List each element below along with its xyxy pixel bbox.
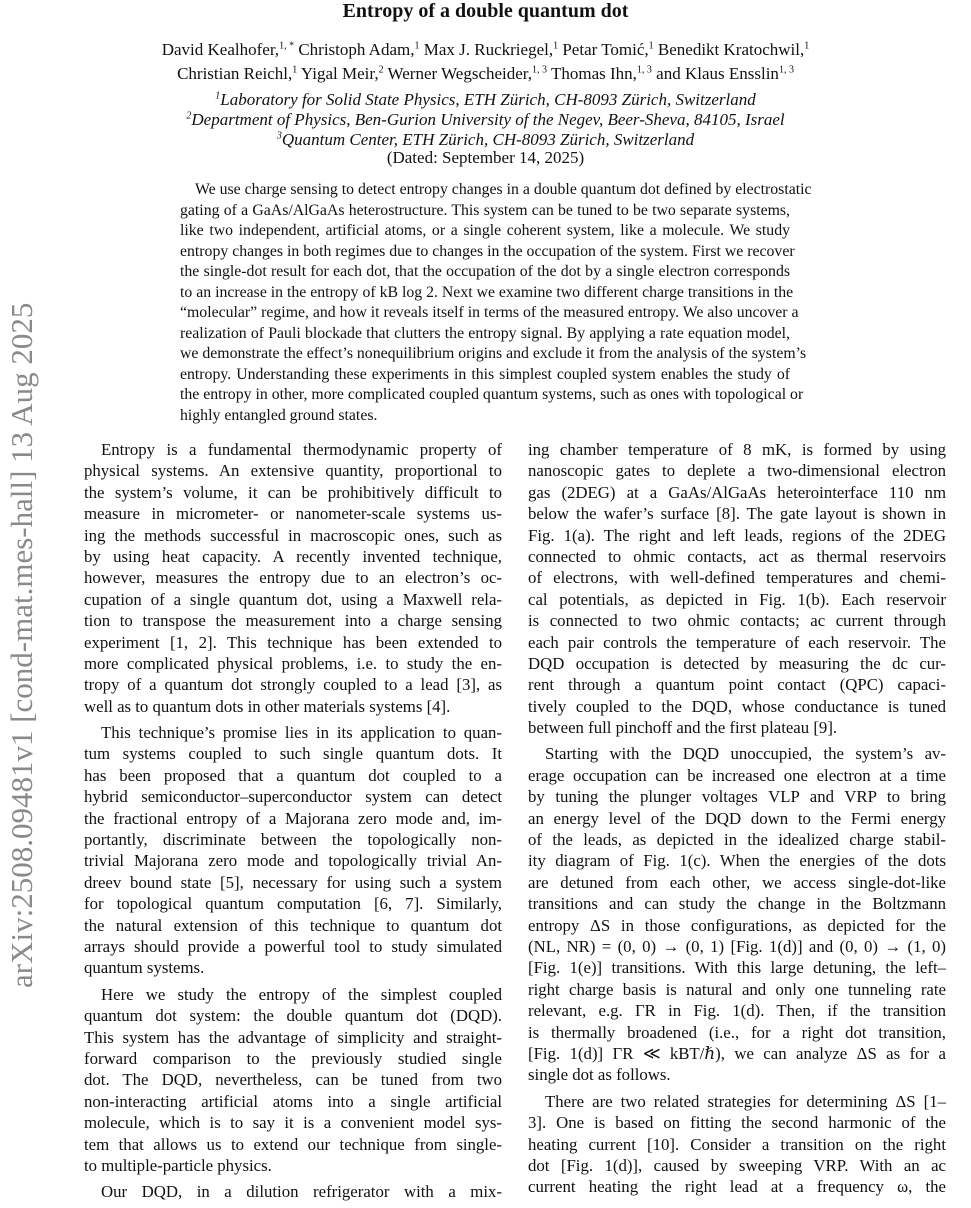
text-line: arrays should provide a powerful tool to study simulated <box>84 936 502 956</box>
text-line: ing chamber temperature of 8 mK, is formed by using <box>528 440 946 459</box>
text-line: trivial Majorana zero mode and topologically trivial An- <box>84 851 502 871</box>
text-line: tropy of a quantum dot strongly coupled to a lead [3], as <box>84 675 502 695</box>
author-affiliation-marker: 1, 3 <box>636 64 652 76</box>
author-affiliation-marker: 2 <box>378 64 384 76</box>
text-line: current heating the right lead at a frequency ω, the <box>528 1177 946 1197</box>
author-affiliation-marker: 1 <box>553 40 559 52</box>
affiliation-3 <box>0 130 971 150</box>
text-line: cupation of a single quantum dot, using a Maxwell rela- <box>84 589 502 609</box>
paragraph <box>528 743 946 1085</box>
text-line: ing the methods successful in macroscopic ones, such as <box>84 525 502 545</box>
text-line: single dot as follows. <box>528 1065 671 1085</box>
text-line: is thermally broadened (i.e., for a right dot transition, <box>528 1022 946 1042</box>
text-line: [Fig. 1(e)] transitions. With this large detuning, the left– <box>528 958 946 978</box>
text-line: each pair controls the temperature of each reservoir. The <box>528 632 946 652</box>
text-line: by using heat capacity. A recently invented technique, <box>84 546 502 566</box>
author-list-line-1 <box>0 40 971 60</box>
affiliation-2 <box>0 110 971 130</box>
text-line: tem that allows us to extend our technique from single- <box>84 1134 502 1154</box>
text-line: cal potentials, as depicted in Fig. 1(b). Each reservoir <box>528 589 946 609</box>
text-line: physical systems. An extensive quantity, proportional to <box>84 461 502 481</box>
text-line: rent through a quantum point contact (QPC) capaci- <box>528 675 946 695</box>
date-line: (Dated: September 14, 2025) <box>386 148 585 167</box>
abstract <box>180 180 812 431</box>
paragraph <box>180 180 812 426</box>
affiliation-1 <box>0 90 971 110</box>
text-line: between full pinchoff and the first plateau [9]. <box>528 718 838 738</box>
text-line: erage occupation can be increased one electron at a time <box>528 765 946 785</box>
text-line: Fig. 1(a). The right and left leads, regions of the 2DEG <box>528 525 946 545</box>
affiliation-marker: 3 <box>276 130 282 142</box>
text-line: are detuned from each other, we access single-dot-like <box>528 872 946 892</box>
author-name: Benedikt Kratochwil, <box>653 40 805 59</box>
affiliation-text: Quantum Center, ETH Zürich, CH-8093 Zürich, Switzerland <box>281 130 695 149</box>
text-line: hybrid semiconductor–superconductor system can detect <box>84 787 502 807</box>
affiliation-text: Department of Physics, Ben-Gurion University of the Negev, Beer-Sheva, 84105, Israel <box>191 110 785 129</box>
text-line: We use charge sensing to detect entropy changes in a double quantum dot defined by electrostatic <box>195 181 812 198</box>
text-line: 3]. One is based on fitting the second harmonic of the <box>528 1113 946 1133</box>
text-line: is connected to two ohmic contacts; ac current through <box>528 611 946 631</box>
arxiv-identifier: arXiv:2508.09481v1 [cond-mat.mes-hall] 13 Aug 2025 <box>4 302 39 988</box>
text-line: connected to ohmic contacts, act as thermal reservoirs <box>528 546 946 566</box>
text-line: tum systems coupled to such single quantum dots. It <box>84 744 502 764</box>
text-line: [Fig. 1(d)] ΓR ≪ kBT/ℏ), we can analyze ΔS as for a <box>528 1043 946 1063</box>
text-line: of the leads, as depicted in the idealized charge stabil- <box>528 830 946 850</box>
text-line: entropy changes in both regimes due to changes in the occupation of the system. First we recover <box>180 242 795 260</box>
author-name: and Klaus Ensslin <box>651 64 779 83</box>
text-line: entropy. Understanding these experiments in this simplest coupled system enables the study of <box>180 365 790 383</box>
author-name: Yigal Meir, <box>297 64 379 83</box>
author-name: Christoph Adam, <box>294 40 415 59</box>
text-line: tion to transpose the measurement into a charge sensing <box>84 611 502 631</box>
paragraph <box>84 439 502 717</box>
text-line: the system’s volume, it can be prohibitively difficult to <box>84 482 502 502</box>
text-line: entropy ΔS in those configurations, as depicted for the <box>528 915 946 935</box>
author-name: Max J. Ruckriegel, <box>419 40 554 59</box>
author-affiliation-marker: 1, 3 <box>778 64 794 76</box>
text-line: molecule, which is to say it is a convenient model sys- <box>84 1113 502 1133</box>
text-line: to an increase in the entropy of kB log 2. Next we examine two different charge transitions in the <box>180 283 794 301</box>
text-line: well as to quantum dots in other materials systems [4]. <box>84 696 451 716</box>
author-name: Werner Wegscheider, <box>383 64 533 83</box>
body-column-right <box>528 439 946 1203</box>
text-line: tively coupled to the DQD, whose conductance is tuned <box>528 696 946 716</box>
text-line: more complicated physical problems, i.e. to study the en- <box>84 653 502 673</box>
text-line: “molecular” regime, and how it reveals itself in terms of the measured entropy. We also uncover a <box>180 304 799 321</box>
text-line: has been proposed that a quantum dot coupled to a <box>84 765 502 785</box>
text-line: the fractional entropy of a Majorana zero mode and, im- <box>84 808 502 828</box>
text-line: of electrons, with well-defined temperatures and chemi- <box>528 568 946 588</box>
paper-title: Entropy of a double quantum dot <box>342 0 629 22</box>
text-line: for topological quantum computation [6, 7]. Similarly, <box>84 894 502 914</box>
text-line: dot. The DQD, nevertheless, can be tuned from two <box>84 1070 502 1090</box>
affiliation-text: Laboratory for Solid State Physics, ETH Zürich, CH-8093 Zürich, Switzerland <box>220 90 756 109</box>
paragraph <box>528 1091 946 1198</box>
text-line: forward comparison to the previously studied single <box>84 1048 502 1068</box>
text-line: DQD occupation is detected by measuring the dc cur- <box>528 653 946 673</box>
text-line: This technique’s promise lies in its application to quan- <box>101 723 502 743</box>
text-line: Here we study the entropy of the simplest coupled <box>101 984 502 1004</box>
text-line: dreev bound state [5], necessary for using such a system <box>84 872 502 892</box>
text-line: like two independent, artificial atoms, or a single coherent system, like a molecule. We study <box>180 222 790 239</box>
text-line: experiment [1, 2]. This technique has been extended to <box>84 632 502 652</box>
text-line: quantum dot system: the double quantum dot (DQD). <box>84 1006 502 1026</box>
text-line: Entropy is a fundamental thermodynamic property of <box>101 440 502 459</box>
text-line: the single-dot result for each dot, that the occupation of the dot by a single electron corresponds <box>180 263 790 280</box>
paragraph <box>84 1181 502 1202</box>
text-line: to multiple-particle physics. <box>84 1155 272 1175</box>
text-line: nanoscopic gates to deplete a two-dimensional electron <box>528 461 946 481</box>
affiliation-marker: 1 <box>215 90 221 102</box>
text-line: non-interacting artificial atoms into a single artificial <box>84 1091 502 1111</box>
text-line: below the wafer’s surface [8]. The gate layout is shown in <box>528 504 946 524</box>
author-affiliation-marker: 1 <box>648 40 654 52</box>
paragraph <box>84 984 502 1177</box>
text-line: heating current [10]. Consider a transition on the right <box>528 1134 946 1154</box>
text-line: we demonstrate the effect’s nonequilibrium origins and exclude it from the analysis of the system’s <box>180 345 807 362</box>
paragraph <box>528 439 946 738</box>
text-line: Our DQD, in a dilution refrigerator with a mix- <box>101 1182 502 1202</box>
text-line: (NL, NR) = (0, 0) → (0, 1) [Fig. 1(d)] and (0, 0) → (1, 0) <box>528 936 946 956</box>
author-affiliation-marker: 1 <box>804 40 810 52</box>
text-line: highly entangled ground states. <box>180 406 378 424</box>
author-name: David Kealhofer, <box>161 40 280 59</box>
text-line: gating of a GaAs/AlGaAs heterostructure. This system can be tuned to be two separate systems, <box>180 201 790 219</box>
text-line: Starting with the DQD unoccupied, the system’s av- <box>545 744 946 764</box>
text-line: relevant, e.g. ΓR in Fig. 1(d). Then, if the transition <box>528 1001 946 1021</box>
text-line: dot [Fig. 1(d)], caused by sweeping VRP. With an ac <box>528 1155 946 1175</box>
text-line: transitions and can study the change in the Boltzmann <box>528 894 946 914</box>
author-name: Petar Tomić, <box>558 40 649 59</box>
text-line: There are two related strategies for determining ΔS [1– <box>545 1091 946 1111</box>
author-affiliation-marker: 1 <box>292 64 298 76</box>
author-affiliation-marker: 1, * <box>279 40 295 52</box>
paragraph <box>84 722 502 979</box>
author-name: Christian Reichl, <box>177 64 293 83</box>
text-line: realization of Pauli blockade that clutters the entropy signal. By applying a rate equation model, <box>180 324 790 342</box>
author-name: Thomas Ihn, <box>547 64 637 83</box>
body-column-left <box>84 439 502 1208</box>
text-line: right charge basis is natural and only one tunneling rate <box>528 979 946 999</box>
author-affiliation-marker: 1 <box>414 40 420 52</box>
author-affiliation-marker: 1, 3 <box>532 64 548 76</box>
text-line: the entropy in other, more complicated coupled quantum systems, such as ones with topological or <box>180 386 804 403</box>
text-line: quantum systems. <box>84 958 205 978</box>
author-list-line-2 <box>0 64 971 84</box>
text-line: ity diagram of Fig. 1(c). When the energies of the dots <box>528 851 946 871</box>
text-line: by tuning the plunger voltages VLP and VRP to bring <box>528 787 946 807</box>
text-line: an energy level of the DQD down to the Fermi energy <box>528 808 946 828</box>
text-line: gas (2DEG) at a GaAs/AlGaAs heterointerface 110 nm <box>528 482 946 502</box>
text-line: the natural extension of this technique to quantum dot <box>84 915 502 935</box>
text-line: measure in micrometer- or nanometer-scale systems us- <box>84 504 502 524</box>
affiliation-marker: 2 <box>186 110 192 122</box>
text-line: portantly, discriminate between the topologically non- <box>84 830 502 850</box>
text-line: however, measures the entropy due to an electron’s oc- <box>84 568 502 588</box>
text-line: This system has the advantage of simplicity and straight- <box>84 1027 502 1047</box>
